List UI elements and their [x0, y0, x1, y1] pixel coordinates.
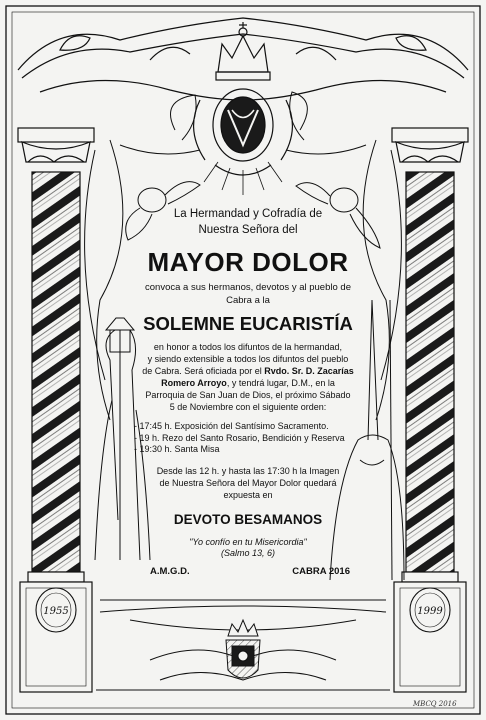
medallion-left-year: 1955 — [43, 606, 69, 617]
officiant-name-part-1: Rvdo. Sr. D. Zacarías — [264, 366, 354, 376]
quote-line-1: "Yo confío en tu Misericordia" — [189, 536, 307, 547]
description-line-6: 5 de Noviembre con el siguiente orden: — [169, 402, 327, 412]
description-line-2: y siendo extensible a todos los difuntos del pueblo — [147, 354, 349, 364]
event-description — [124, 341, 372, 413]
scripture-quote — [128, 537, 368, 560]
sunburst-rays — [204, 162, 282, 195]
footer-place-year: CABRA 2016 — [292, 566, 350, 577]
description-line-5: Parroquia de San Juan de Dios, el próximo Sábado — [145, 390, 351, 400]
officiant-name-part-2: Romero Arroyo — [161, 378, 227, 388]
quote-line-2: (Salmo 13, 6) — [220, 548, 276, 558]
intro-text — [128, 206, 368, 238]
top-pediment — [18, 18, 468, 100]
medallion-right-year: 1999 — [417, 606, 443, 617]
description-line-1: en honor a todos los difuntos de la hermandad, — [153, 342, 343, 352]
footer — [150, 566, 350, 577]
schedule-item: - 19:30 h. Santa Misa — [134, 444, 220, 454]
coat-of-arms-icon — [194, 89, 293, 175]
crown-icon — [216, 22, 270, 80]
description-line-4: , y tendrá lugar, D.M., en la — [226, 378, 335, 388]
besamanos-line-1: Desde las 12 h. y hasta las 17:30 h la Imagen — [156, 465, 340, 476]
intro-line-2: Nuestra Señora del — [198, 224, 298, 236]
besamanos-line-2: de Nuestra Señora del Mayor Dolor quedará — [159, 477, 337, 488]
announcement-text — [128, 206, 368, 560]
bottom-crest-icon — [226, 620, 260, 678]
besamanos-title: DEVOTO BESAMANOS — [173, 511, 323, 527]
main-title: MAYOR DOLOR — [147, 247, 349, 277]
intro-line-1: La Hermandad y Cofradía de — [173, 208, 323, 220]
besamanos-line-3: expuesta en — [223, 489, 273, 500]
event-title: SOLEMNE EUCARISTÍA — [143, 313, 353, 334]
convocation-line-1: convoca a sus hermanos, devotos y al pueblo de — [145, 282, 351, 293]
artist-signature: MBCQ 2016 — [413, 700, 457, 708]
schedule-list — [134, 421, 368, 456]
schedule-item: - 17:45 h. Exposición del Santísimo Sacramento. — [134, 421, 329, 431]
footer-motto: A.M.G.D. — [150, 566, 190, 577]
convocation-line-2: Cabra a la — [226, 294, 270, 306]
description-line-3: de Cabra. Será oficiada por el — [142, 366, 265, 376]
besamanos-text — [124, 465, 372, 501]
schedule-item: - 19 h. Rezo del Santo Rosario, Bendición y Reserva — [134, 432, 345, 443]
convocation-text — [140, 282, 356, 307]
